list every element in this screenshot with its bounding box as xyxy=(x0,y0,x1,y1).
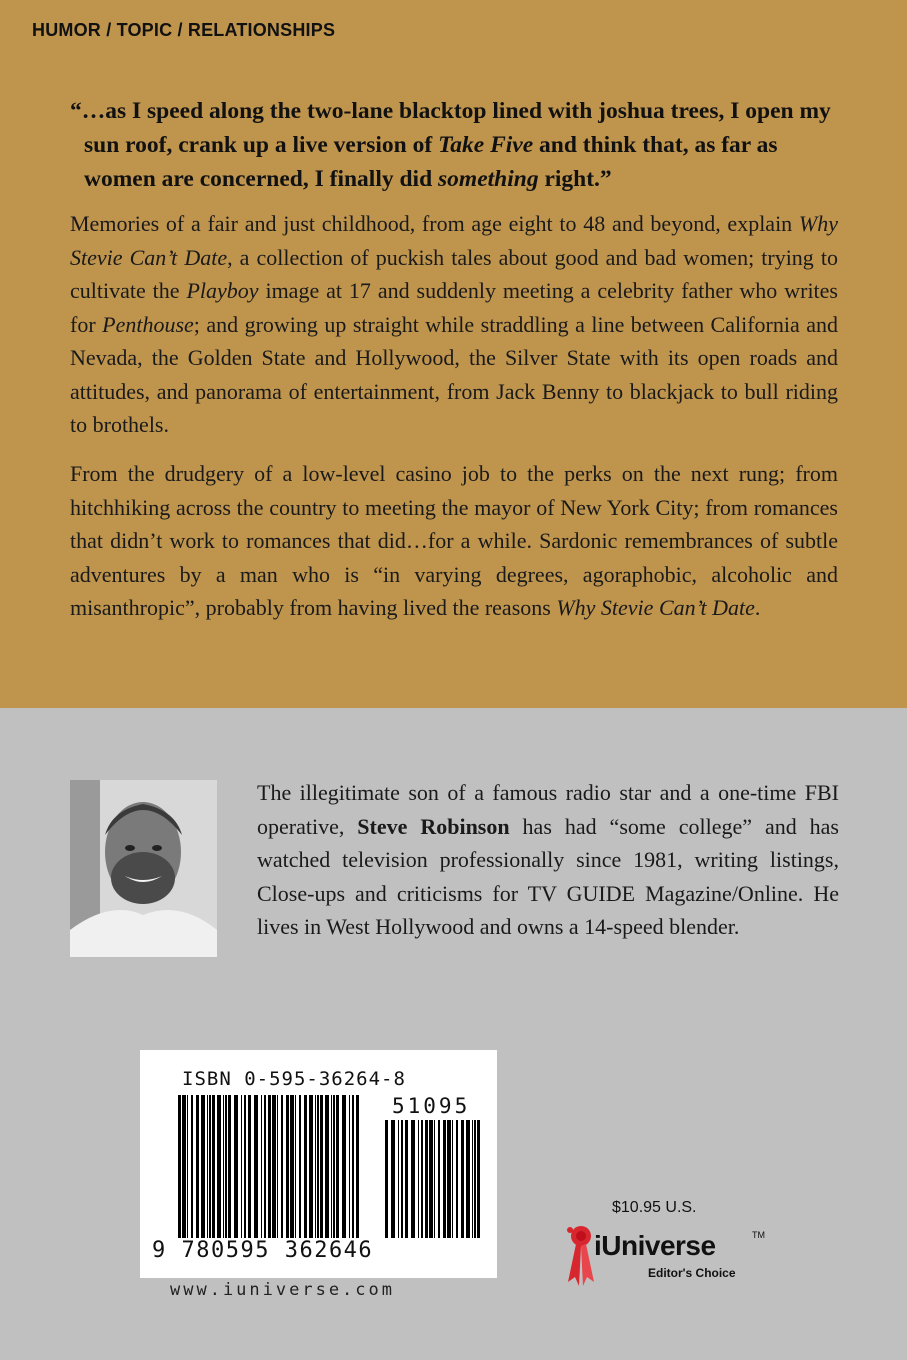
description-paragraph-2: From the drudgery of a low-level casino job to the perks on the next rung; from hitchhiking across the country to meeting the mayor of New York City; from romances that didn’t work to romances that did…for a while. Sardonic remembrances of subtle adventures by a man who is “in varying degrees, agoraphobic, alcoholic and misanthropic”, probably from having lived the reasons Why Stevie Can’t Date. xyxy=(70,461,838,620)
publisher-logo xyxy=(564,1222,774,1290)
price-code: 51095 xyxy=(392,1094,471,1118)
author-name: Steve Robinson xyxy=(357,813,510,839)
author-bio: The illegitimate son of a famous radio star and a one-time FBI operative, Steve Robinson has had “some college” and has watched television professionally since 1981, writing listings, Close-ups and criticisms for TV GUIDE Magazine/Online. He lives in West Hollywood and owns a 14-speed blender. xyxy=(257,780,839,939)
quote-text-3: right.” xyxy=(538,166,612,192)
quote-text-2: and think that, as far as women are concerned, I finally did xyxy=(84,132,778,192)
publisher-tagline: Editor's Choice xyxy=(648,1266,736,1280)
quote-italic-2: something xyxy=(438,166,539,192)
price-label: $10.95 U.S. xyxy=(612,1199,697,1216)
publisher-name: iUniverse xyxy=(594,1230,716,1261)
website-url: www.iuniverse.com xyxy=(170,1280,395,1300)
author-portrait-image xyxy=(70,780,217,957)
barcode-box xyxy=(140,1050,497,1278)
pull-quote xyxy=(70,94,838,196)
quote-text-1: “…as I speed along the two-lane blacktop lined with joshua trees, I open my sun roof, crank up a live version of xyxy=(70,98,831,158)
category-label: HUMOR / TOPIC / RELATIONSHIPS xyxy=(32,20,336,40)
description-paragraph-1: Memories of a fair and just childhood, from age eight to 48 and beyond, explain Why Stevie Can’t Date, a collection of puckish tales about good and bad women; trying to cultivate the Playboy image at 17 and suddenly meeting a celebrity father who writes for Penthouse; and growing up straight while straddling a line between California and Nevada, the Golden State and Hollywood, the Silver State with its open roads and attitudes, and panorama of entertainment, from Jack Benny to blackjack to bull riding to brothels. xyxy=(70,211,838,437)
quote-italic-1: Take Five xyxy=(438,132,534,158)
author-photo xyxy=(70,780,217,957)
publisher-trademark: TM xyxy=(752,1230,765,1240)
ribbon-icon xyxy=(564,1222,598,1290)
ean-digits: 9 780595 362646 xyxy=(152,1238,374,1263)
isbn-label: ISBN 0-595-36264-8 xyxy=(182,1068,406,1090)
